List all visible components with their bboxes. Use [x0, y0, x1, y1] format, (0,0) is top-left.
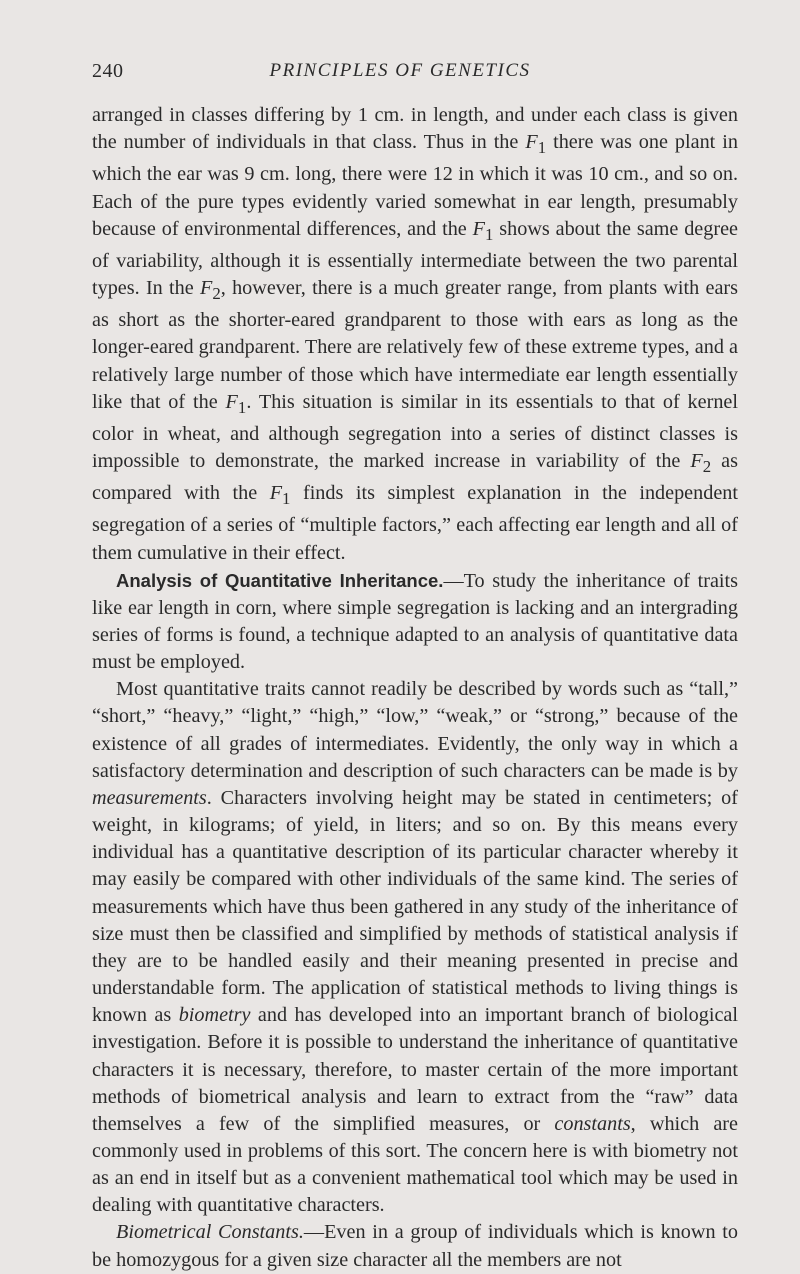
page-number: 240	[92, 60, 124, 82]
text-run: finds its simplest explanation in the independent segregation of a series of “multiple factors,” each affecting ear length and all of them cumulative in their effect.	[92, 482, 738, 564]
italic-text: F	[225, 390, 238, 413]
text-run: , however, there is a much greater range, from plants with ears as short as the shorter-eared grandparent to those with ears as long as the longer-eared grandparent. There are relatively few of these extreme types, and a relatively large number of those which have intermediate ear length essentially like that of the	[92, 277, 738, 413]
text-run: . Characters involving height may be stated in centimeters; of weight, in kilograms; of yield, in liters; and so on. By this means every individual has a quantitative description of its particular character whereby it may easily be compared with other individuals of the same kind. The series of measurements which have thus been gathered in any study of the inheritance of size must then be classified and simplified by methods of statistical analysis if they are to be handled easily and their meaning presented in precise and understandable form. The application of statistical methods to living things is known as	[92, 786, 738, 1027]
body-text	[92, 102, 738, 1274]
italic-text: F	[525, 131, 538, 154]
italic-text: biometry	[178, 1004, 251, 1027]
section-heading: Analysis of Quantitative Inheritance.	[116, 569, 444, 591]
subscript: 2	[702, 457, 712, 477]
italic-text: constants	[554, 1112, 631, 1135]
text-run: Most quantitative traits cannot readily be described by words such as “tall,” “short,” “heavy,” “light,” “high,” “low,” “weak,” or “strong,” because of the existence of all grades of intermediates. Evidently, the only way in which a satisfactory determination and description of such characters can be made is by	[92, 678, 738, 782]
italic-text: F	[690, 450, 703, 472]
subscript: 1	[282, 489, 291, 509]
italic-text: measurements	[92, 786, 207, 809]
page-header	[92, 60, 708, 90]
italic-text: F	[199, 277, 213, 299]
subsection-heading: Biometrical Constants.	[116, 1221, 304, 1244]
running-title: PRINCIPLES OF GENETICS	[269, 60, 531, 81]
italic-text: F	[472, 217, 485, 240]
paragraph	[92, 1219, 738, 1273]
subscript: 1	[484, 224, 494, 244]
text-run: . This situation is similar in its essentials to that of kernel color in wheat, and although segregation into a series of distinct classes is impossible to demonstrate, the marked increase in variability of the	[92, 390, 738, 472]
text-run: shows about the same degree of variability, although it is essentially intermediate between the two parental types. In the	[92, 217, 738, 299]
italic-text: F	[269, 482, 283, 505]
paragraph	[92, 102, 738, 567]
text-run: as compared with the	[92, 450, 738, 505]
text-run: —To study the inheritance of traits like ear length in corn, where simple segregation is lacking and an intergrading series of forms is found, a technique adapted to an analysis of quantitative data must be employed.	[92, 569, 738, 674]
subscript: 1	[537, 138, 547, 158]
text-run: , which are commonly used in problems of this sort. The concern here is with biometry not as an end in itself but as a convenient mathematical tool which may be used in dealing with quantitative characters.	[92, 1112, 738, 1217]
text-run: —Even in a group of individuals which is known to be homozygous for a given size character all the members are not	[92, 1221, 738, 1271]
text-run: and has developed into an important branch of biological investigation. Before it is possible to understand the inheritance of quantitative characters it is necessary, therefore, to master certain of the more important methods of biometrical analysis and learn to extract from the “raw” data themselves a few of the simplified measures, or	[92, 1004, 738, 1135]
paragraph	[92, 676, 738, 1219]
paragraph	[92, 567, 738, 677]
subscript: 2	[212, 284, 221, 304]
text-run: there was one plant in which the ear was 9 cm. long, there were 12 in which it was 10 cm., and so on. Each of the pure types evidently varied somewhat in ear length, presumably because of environmental differences, and the	[92, 131, 738, 240]
subscript: 1	[237, 397, 247, 417]
text-run: arranged in classes differing by 1 cm. in length, and under each class is given the number of individuals in that class. Thus in the	[92, 104, 738, 154]
